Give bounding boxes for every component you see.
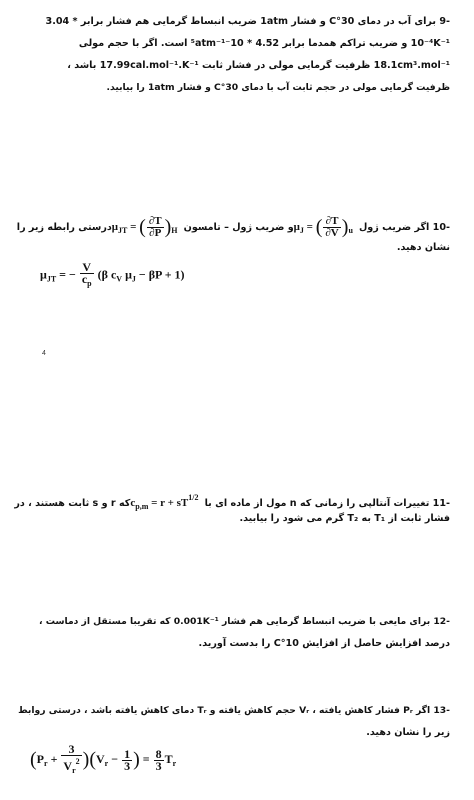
- cp-exponent: 1/2: [188, 493, 199, 502]
- frac-den: ∂P: [149, 227, 162, 239]
- mu-symbol: μ: [293, 221, 300, 234]
- eq-V2-sub: r: [104, 758, 109, 768]
- q10-line-2: نشان دهید.: [396, 242, 450, 253]
- eq-minus: −: [108, 751, 122, 766]
- q12-line-1: -12 برای مایعی با ضریب انبساط گرمایی هم فشار 0.001K⁻¹ که تقریبا مستقل از دماست ،: [39, 616, 450, 627]
- q13-equation: ($P_r$ + $\frac{3}{V_r^2}$ )($V_r$ − $\frac{1}{3}$ ) = $\frac{8}{3}$ $T_r$: [30, 742, 177, 775]
- q9-line-3: 18.1cm³.mol⁻¹ ظرفیت گرمایی مولی در فشار ثابت 17.99cal.mol⁻¹.K⁻¹ باشد ،: [67, 60, 450, 71]
- eq-body-sub: V: [116, 274, 123, 284]
- eq-V: V: [63, 759, 73, 773]
- eq-mu: μ: [40, 267, 47, 282]
- eq-frac-num: V: [80, 262, 94, 274]
- subscript-H: H: [171, 226, 178, 236]
- q9-line-2: 10⁻⁴K⁻¹ و ضریب تراکم همدما برابر 4.52 * 10⁻⁵atm⁻¹ است. اگر با حجم مولی: [78, 38, 450, 49]
- eq-P: P: [36, 751, 45, 766]
- eq-three-3: 3: [155, 758, 162, 773]
- eq-T-sub: r: [172, 758, 177, 768]
- eq-body2-sub: J: [131, 274, 136, 284]
- q10-muJ-definition: $\mu_J$ = ( $\frac{\partial T}{\partial V}$ )$_u$: [293, 215, 353, 239]
- q12-line-2: درصد افزایش حاصل از افزایش 10°C را بدست آورید.: [198, 638, 450, 649]
- cp-sub: p,m: [135, 502, 149, 511]
- cp-c: c: [130, 497, 136, 509]
- eq-body: (β c: [97, 267, 117, 282]
- q10-equation: $\mu_{JT}$ = − $\frac{V}{c_p}$ (β $c_V$ $\mu_J - \beta P + 1$): [40, 260, 185, 288]
- eq-one: 1: [124, 746, 131, 761]
- q9-line-1: -9 برای آب در دمای 30°C و فشار 1atm ضریب انبساط گرمایی هم فشار برابر * 3.04: [45, 16, 450, 27]
- eq-V-den: [61, 756, 81, 776]
- q11-line-2: فشار ثابت از T₁ به T₂ گرم می شود را بیابید.: [239, 513, 450, 524]
- eq-P-sub: r: [44, 758, 48, 768]
- mu-sub: J: [299, 226, 304, 236]
- q10-muJT-definition: $\mu_{JT}$ = ( $\frac{\partial T}{\partial P}$ )$_H$: [111, 215, 178, 239]
- q11-text-a: -11 تغییرات آنتالپی را زمانی که n مول از ماده ای با: [204, 498, 450, 509]
- eq-three-2: 3: [124, 758, 131, 773]
- eq-c: c: [81, 272, 88, 286]
- q10-line-1: [16, 215, 450, 239]
- q10-text-a: -10 اگر ضریب ژول: [358, 222, 450, 234]
- q10-text-b: و ضریب ژول – تامسون: [183, 222, 294, 234]
- eq-body2: μ: [122, 267, 132, 282]
- cp-rhs: = r + sT: [148, 497, 189, 509]
- mu-symbol: μ: [111, 221, 119, 234]
- q11-text-b: که r و s ثابت هستند ، در: [14, 498, 131, 509]
- eq-eight: 8: [155, 746, 162, 761]
- exp-num: 1: [188, 493, 193, 502]
- eq-frac-den: [80, 274, 94, 289]
- mu-sub: JT: [118, 226, 128, 236]
- exp-den: 2: [194, 493, 199, 502]
- eq-V-sub: r: [72, 766, 76, 775]
- subscript-u: u: [348, 226, 353, 236]
- page-number: 4: [42, 350, 46, 357]
- q9-line-4: ظرفیت گرمایی مولی در حجم ثابت آب با دمای 30°C و فشار 1atm را بیابید.: [106, 82, 450, 93]
- eq-c-sub: p: [87, 279, 92, 288]
- eq-V2: V: [96, 751, 105, 766]
- eq-V-sup: 2: [75, 757, 80, 766]
- eq-tail: − βP + 1): [135, 267, 185, 282]
- eq-mu-sub: JT: [46, 274, 57, 284]
- frac-den: ∂V: [325, 227, 339, 239]
- q13-line-1: -13 اگر Pᵣ فشار کاهش یافته ، Vᵣ حجم کاهش یافته و Tᵣ دمای کاهش یافته باشد ، درستی روابط: [18, 705, 450, 716]
- frac-num: ∂T: [323, 216, 340, 228]
- q10-text-c: درستی رابطه زیر را: [16, 222, 112, 234]
- frac-num: ∂T: [148, 215, 162, 227]
- q13-line-2: زیر را نشان دهید.: [366, 727, 450, 738]
- q11-cp-formula: [130, 493, 201, 511]
- eq-T: T: [164, 751, 173, 766]
- eq-three: 3: [61, 744, 81, 756]
